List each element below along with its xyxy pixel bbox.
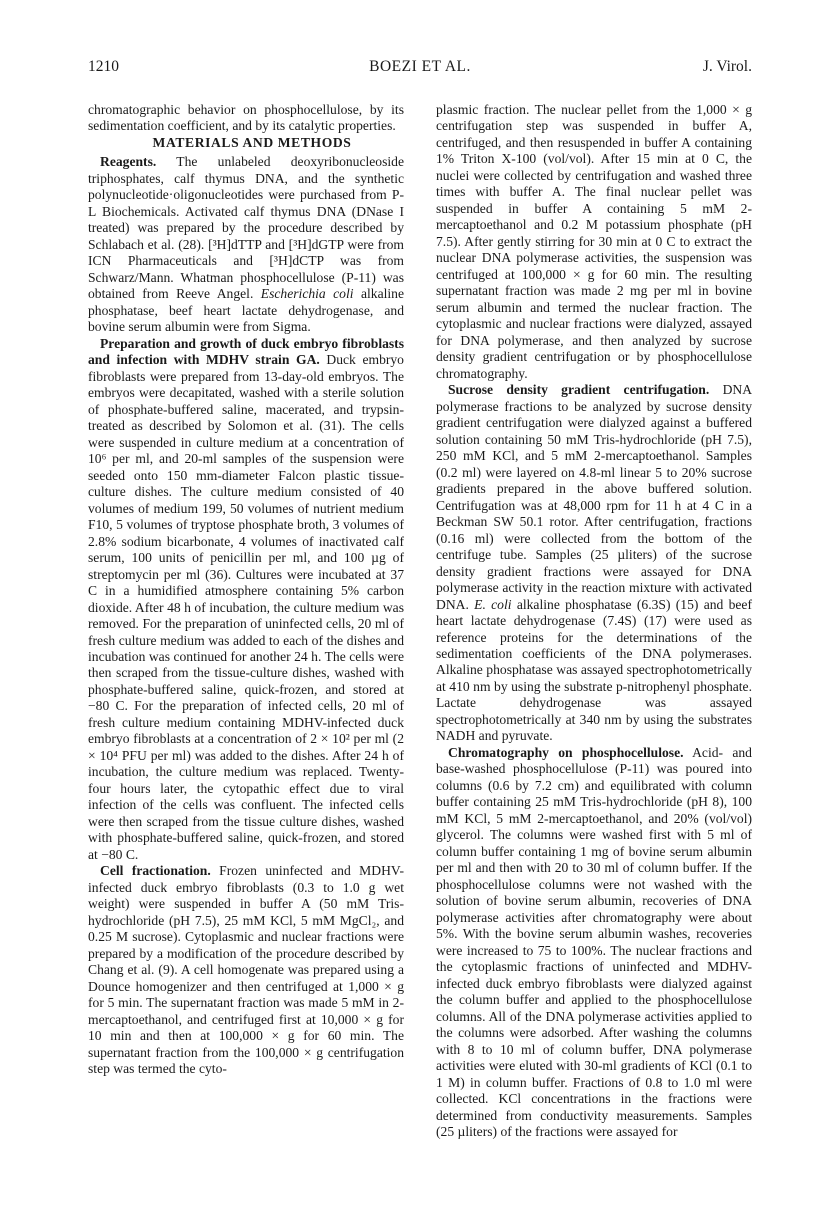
sucrose-text: DNA polymerase fractions to be analyzed by sucrose density gradient centrifugation were dialyzed against a buffered solution containing 50 mM Tris-hydrochloride (pH 7.5), 250 mM KCl, and 5 mM 2-mercaptoethanol. Samples (0.2 ml) were layered on 4.8-ml linear 5 to 20% sucrose gradients prepared in the above buffered solution. Centrifugation was at 48,000 rpm for 11 h at 4 C in a Beckman SW 50.1 rotor. After centrifugation, fractions (0.16 ml) were collected from the bottom of the centrifuge tube. Samples (25 µliters) of the sucrose density gradient fractions were assayed for DNA polymerase activity in the reaction mixture with activated DNA. [436,382,753,612]
journal-name: J. Virol. [702,58,752,75]
preparation-text: Duck embryo fibroblasts were prepared from 13-day-old embryos. The embryos were decapitated, washed with a sterile solution of phosphate-buffered saline, macerated, and trypsin-treated as described by Solomon et al. (31). The cells were suspended in culture medium at a concentration of 10⁶ per ml, and 20-ml samples of the suspension were seeded onto 150 mm-diameter Falcon plastic tissue-culture dishes. The culture medium consisted of 40 volumes of medium 199, 50 volumes of nutrient medium F10, 5 volumes of tryptose phosphate broth, 3 volumes of 2.8% sodium bicarbonate, 4 volumes of inactivated calf serum, 100 units of penicillin per ml, and 100 µg of streptomycin per ml (36). Cultures were incubated at 37 C in a humidified atmosphere containing 5% carbon dioxide. After 48 h of incubation, the culture medium was removed. For the preparation of uninfected cells, 20 ml of fresh culture medium was added to each of the dishes and incubation was continued for another 24 h. The cells were then scraped from the tissue-culture dishes, washed with phosphate-buffered saline, quick-frozen, and stored at −80 C. For the preparation of infected cells, 20 ml of fresh culture medium containing MDHV-infected duck embryo fibroblasts at a concentration of 2 × 10² per ml (2 × 10⁴ PFU per ml) was added to the dishes. After 24 h of incubation, the culture medium was replaced. Twenty-four hours later, the cytopathic effect due to viral infection of the cells was confluent. The infected cells were then scraped from the tissue culture dishes, washed with phosphate-buffered saline, quick-frozen, and stored at −80 C. [88,352,404,862]
run-in-heading-chromatography: Chromatography on phosphocellulose. [448,744,684,760]
running-header [88,58,752,80]
page-number: 1210 [88,58,119,75]
run-in-heading-cell-fractionation: Cell fractionation. [100,863,211,879]
sucrose-text-end: alkaline phosphatase (6.3S) (15) and beef heart lactate dehydrogenase (7.4S) (17) were used as reference proteins for the determinations of the sedimentation coefficients of the DNA polymerases. Alkaline phosphatase was assayed spectrophotometrically at 410 nm by using the substrate p-nitrophenyl phosphate. Lactate dehydrogenase was assayed spectrophotometrically at 340 nm by using the substrates NADH and pyruvate. [436,596,752,744]
right-column [436,102,752,1141]
run-in-heading-preparation: Preparation and growth of duck embryo fibroblasts and infection with MDHV strain GA. [88,335,404,368]
paragraph-preparation [88,336,404,864]
paragraph-reagents [88,154,404,335]
left-column [88,102,404,1078]
reagents-species: Escherichia coli [260,286,354,302]
paragraph-chromatography [436,745,752,1141]
reagents-text-end: alkaline phosphatase, beef heart lactate dehydrogenase, and bovine serum albumin were from Sigma. [88,286,405,335]
section-heading-materials-methods: MATERIALS AND METHODS [152,134,352,150]
run-in-heading-sucrose: Sucrose density gradient centrifugation. [448,382,710,398]
intro-continuation: chromatographic behavior on phosphocellulose, by its sedimentation coefficient, and by its catalytic properties. [88,102,404,134]
running-authors: BOEZI ET AL. [369,58,471,75]
sucrose-species: E. coli [474,596,512,612]
reagents-text: The unlabeled deoxyribonucleoside triphosphates, calf thymus DNA, and the synthetic polynucleotide·oligonucleotides were purchased from P-L Biochemicals. Activated calf thymus DNA (DNase I treated) was prepared by the procedure described by Schlabach et al. (28). [³H]dTTP and [³H]dGTP were from ICN Pharmaceuticals and [³H]dCTP was from Schwarz/Mann. Whatman phosphocellulose (P-11) was obtained from Reeve Angel. [88,154,405,302]
paragraph-cell-fractionation [88,863,404,1077]
paragraph-sucrose-gradient [436,382,752,745]
cell-fractionation-text: Frozen uninfected and MDHV-infected duck embryo fibroblasts (0.3 to 1.0 g wet weight) were suspended in buffer A (50 mM Tris-hydrochloride (pH 7.5), 25 mM KCl, 5 mM MgCl₂, and 0.25 M sucrose). Cytoplasmic and nuclear fractions were prepared by a modification of the procedure described by Chang et al. (9). A cell homogenate was prepared using a Dounce homogenizer and then centrifuged at 1,000 × g for 5 min. The supernatant fraction was made 5 mM in 2-mercaptoethanol, and centrifuged first at 10,000 × g for 10 min and then at 100,000 × g for 60 min. The supernatant fraction from the 100,000 × g centrifugation step was termed the cyto- [88,863,404,1077]
run-in-heading-reagents: Reagents. [100,154,157,170]
chromatography-text: Acid- and base-washed phosphocellulose (P-11) was poured into columns (0.6 by 7.2 cm) and equilibrated with column buffer containing 25 mM Tris-hydrochloride (pH 8), 100 mM KCl, 5 mM 2-mercaptoethanol, and 20% (vol/vol) glycerol. The columns were washed first with 5 ml of column buffer containing 1 mg of bovine serum albumin per ml and then with 20 to 30 ml of column buffer. If the phosphocellulose columns were not washed with the solution of bovine serum albumin, recoveries of DNA polymerase activities after chromatography were about 5%. With the bovine serum albumin washes, recoveries were increased to 75 to 100%. The nuclear fractions and the cytoplasmic fractions of uninfected and MDHV-infected duck embryo fibroblasts were dialyzed against the column buffer and applied to the phosphocellulose columns. All of the DNA polymerase activities applied to the columns were adsorbed. After washing the columns with 8 to 10 ml of column buffer, DNA polymerase activities were eluted with 30-ml gradients of KCl (0.1 to 1 M) in column buffer. Fractions of 0.8 to 1.0 ml were collected. KCl concentrations in the fractions were determined from conductivity measurements. Samples (25 µliters) of the fractions were assayed for [436,744,752,1140]
cell-fractionation-continued: plasmic fraction. The nuclear pellet from the 1,000 × g centrifugation step was suspended in buffer A, centrifuged, and then resuspended in buffer A containing 1% Triton X-100 (vol/vol). After 15 min at 0 C, the nuclei were collected by centrifugation and washed three times with buffer A. The final nuclear pellet was suspended in buffer A containing 5 mM 2-mercaptoethanol and 0.2 M potassium phosphate (pH 7.5). After gently stirring for 30 min at 0 C to extract the nuclear DNA polymerase activities, the suspension was centrifuged at 100,000 × g for 60 min. The resulting supernatant fraction was made 2 mg per ml in bovine serum albumin and termed the nuclear fraction. The cytoplasmic and nuclear fractions were dialyzed, assayed for DNA polymerase, and then analyzed by sucrose density gradient centrifugation or by phosphocellulose chromatography. [436,102,752,381]
